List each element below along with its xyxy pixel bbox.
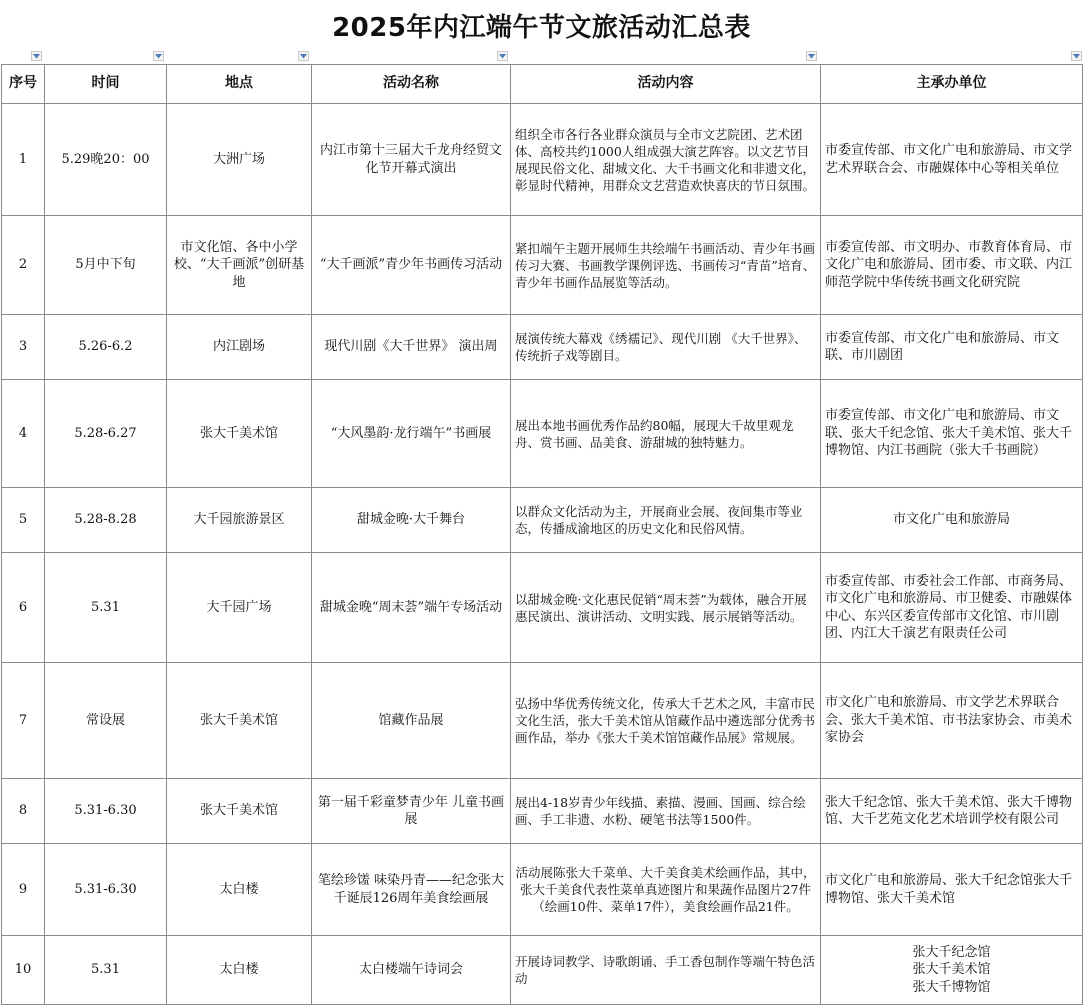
- table-row: [2, 663, 1083, 779]
- cell-time[interactable]: 5月中下旬: [45, 216, 167, 315]
- cell-place[interactable]: 张大千美术馆: [167, 779, 312, 844]
- table-row: [2, 936, 1083, 1005]
- table-row: [2, 844, 1083, 936]
- header-name[interactable]: 活动名称: [312, 65, 511, 104]
- cell-org[interactable]: 市文化广电和旅游局: [821, 488, 1083, 553]
- cell-content[interactable]: 展演传统大幕戏《绣襦记》、现代川剧 《大千世界》、传统折子戏等剧目。: [511, 315, 821, 380]
- header-no[interactable]: 序号: [2, 65, 45, 104]
- cell-name[interactable]: 甜城金晚·大千舞台: [312, 488, 511, 553]
- cell-time[interactable]: 5.31-6.30: [45, 779, 167, 844]
- table-row: [2, 488, 1083, 553]
- header-row: [2, 65, 1083, 104]
- cell-place[interactable]: 内江剧场: [167, 315, 312, 380]
- cell-place[interactable]: 太白楼: [167, 936, 312, 1005]
- cell-org[interactable]: 市委宣传部、市文化广电和旅游局、市文学艺术界联合会、市融媒体中心等相关单位: [821, 104, 1083, 216]
- cell-time[interactable]: 5.26-6.2: [45, 315, 167, 380]
- cell-content[interactable]: 以群众文化活动为主，开展商业会展、夜间集市等业态，传播成渝地区的历史文化和民俗风情。: [511, 488, 821, 553]
- cell-no[interactable]: 2: [2, 216, 45, 315]
- filter-dropdown-icon[interactable]: [497, 51, 508, 61]
- cell-content[interactable]: 展出本地书画优秀作品约80幅，展现大千故里观龙舟、赏书画、品美食、游甜城的独特魅力。: [511, 380, 821, 488]
- cell-name[interactable]: 馆藏作品展: [312, 663, 511, 779]
- cell-content[interactable]: 以甜城金晚·文化惠民促销“周末荟”为载体，融合开展惠民演出、演讲活动、文明实践、展示展销等活动。: [511, 553, 821, 663]
- cell-content[interactable]: 紧扣端午主题开展师生共绘端午书画活动、青少年书画传习大赛、书画教学课例评选、书画传习“青苗”培育、青少年书画作品展览等活动。: [511, 216, 821, 315]
- cell-name[interactable]: 甜城金晚“周末荟”端午专场活动: [312, 553, 511, 663]
- cell-time[interactable]: 5.31: [45, 553, 167, 663]
- cell-org[interactable]: 市委宣传部、市文化广电和旅游局、市文联、张大千纪念馆、张大千美术馆、张大千博物馆、内江书画院（张大千书画院）: [821, 380, 1083, 488]
- cell-no[interactable]: 10: [2, 936, 45, 1005]
- filter-dropdown-icon[interactable]: [806, 51, 817, 61]
- filter-dropdown-icon[interactable]: [298, 51, 309, 61]
- cell-no[interactable]: 8: [2, 779, 45, 844]
- cell-place[interactable]: 张大千美术馆: [167, 380, 312, 488]
- cell-name[interactable]: 笔绘珍馐 味染丹青——纪念张大千诞辰126周年美食绘画展: [312, 844, 511, 936]
- filter-row: [0, 50, 1083, 64]
- cell-org[interactable]: 市委宣传部、市文化广电和旅游局、市文联、市川剧团: [821, 315, 1083, 380]
- cell-name[interactable]: 第一届千彩童梦青少年 儿童书画展: [312, 779, 511, 844]
- cell-content[interactable]: 开展诗词教学、诗歌朗诵、手工香包制作等端午特色活动: [511, 936, 821, 1005]
- cell-no[interactable]: 3: [2, 315, 45, 380]
- cell-content[interactable]: 弘扬中华优秀传统文化，传承大千艺术之风，丰富市民文化生活，张大千美术馆从馆藏作品中遴选部分优秀书画作品，举办《张大千美术馆馆藏作品展》常规展。: [511, 663, 821, 779]
- cell-time[interactable]: 5.28-8.28: [45, 488, 167, 553]
- filter-dropdown-icon[interactable]: [1071, 51, 1082, 61]
- cell-org[interactable]: 张大千纪念馆、张大千美术馆、张大千博物馆、大千艺苑文化艺术培训学校有限公司: [821, 779, 1083, 844]
- cell-time[interactable]: 5.31: [45, 936, 167, 1005]
- cell-org[interactable]: 市文化广电和旅游局、张大千纪念馆张大千博物馆、张大千美术馆: [821, 844, 1083, 936]
- filter-dropdown-icon[interactable]: [31, 51, 42, 61]
- table-row: [2, 216, 1083, 315]
- cell-org[interactable]: 张大千纪念馆 张大千美术馆 张大千博物馆: [821, 936, 1083, 1005]
- cell-content[interactable]: 活动展陈张大千菜单、大千美食美术绘画作品，其中，张大千美食代表性菜单真迹图片和果蔬作品图片27件（绘画10件、菜单17件），美食绘画作品21件。: [511, 844, 821, 936]
- cell-no[interactable]: 9: [2, 844, 45, 936]
- table-row: [2, 380, 1083, 488]
- cell-content[interactable]: 展出4-18岁青少年线描、素描、漫画、国画、综合绘画、手工非遗、水粉、硬笔书法等1500件。: [511, 779, 821, 844]
- cell-no[interactable]: 6: [2, 553, 45, 663]
- cell-name[interactable]: “大风墨韵·龙行端午”书画展: [312, 380, 511, 488]
- table-row: [2, 315, 1083, 380]
- sheet-title: 2025年内江端午节文旅活动汇总表: [332, 12, 751, 43]
- cell-time[interactable]: 常设展: [45, 663, 167, 779]
- cell-org[interactable]: 市委宣传部、市委社会工作部、市商务局、市文化广电和旅游局、市卫健委、市融媒体中心、东兴区委宣传部市文化馆、市川剧团、内江大千演艺有限责任公司: [821, 553, 1083, 663]
- cell-place[interactable]: 大千园广场: [167, 553, 312, 663]
- cell-place[interactable]: 张大千美术馆: [167, 663, 312, 779]
- cell-name[interactable]: 现代川剧《大千世界》 演出周: [312, 315, 511, 380]
- cell-org[interactable]: 市委宣传部、市文明办、市教育体育局、市文化广电和旅游局、团市委、市文联、内江师范学院中华传统书画文化研究院: [821, 216, 1083, 315]
- cell-no[interactable]: 7: [2, 663, 45, 779]
- cell-no[interactable]: 1: [2, 104, 45, 216]
- table-row: [2, 779, 1083, 844]
- cell-name[interactable]: 内江市第十三届大千龙舟经贸文化节开幕式演出: [312, 104, 511, 216]
- cell-time[interactable]: 5.31-6.30: [45, 844, 167, 936]
- cell-time[interactable]: 5.29晚20：00: [45, 104, 167, 216]
- header-place[interactable]: 地点: [167, 65, 312, 104]
- cell-content[interactable]: 组织全市各行各业群众演员与全市文艺院团、艺术团体、高校共约1000人组成强大演艺阵容。以文艺节目展现民俗文化、甜城文化、大千书画文化和非遗文化，彰显时代精神，用群众文艺营造欢快喜庆的节日氛围。: [511, 104, 821, 216]
- table-row: [2, 553, 1083, 663]
- header-content[interactable]: 活动内容: [511, 65, 821, 104]
- activity-table: [1, 64, 1083, 1005]
- header-org[interactable]: 主承办单位: [821, 65, 1083, 104]
- cell-place[interactable]: 市文化馆、各中小学校、“大千画派”创研基地: [167, 216, 312, 315]
- cell-name[interactable]: 太白楼端午诗词会: [312, 936, 511, 1005]
- cell-no[interactable]: 4: [2, 380, 45, 488]
- table-row: [2, 104, 1083, 216]
- cell-place[interactable]: 太白楼: [167, 844, 312, 936]
- cell-org[interactable]: 市文化广电和旅游局、市文学艺术界联合会、张大千美术馆、市书法家协会、市美术家协会: [821, 663, 1083, 779]
- cell-place[interactable]: 大千园旅游景区: [167, 488, 312, 553]
- header-time[interactable]: 时间: [45, 65, 167, 104]
- filter-dropdown-icon[interactable]: [153, 51, 164, 61]
- cell-place[interactable]: 大洲广场: [167, 104, 312, 216]
- cell-no[interactable]: 5: [2, 488, 45, 553]
- cell-time[interactable]: 5.28-6.27: [45, 380, 167, 488]
- cell-name[interactable]: “大千画派”青少年书画传习活动: [312, 216, 511, 315]
